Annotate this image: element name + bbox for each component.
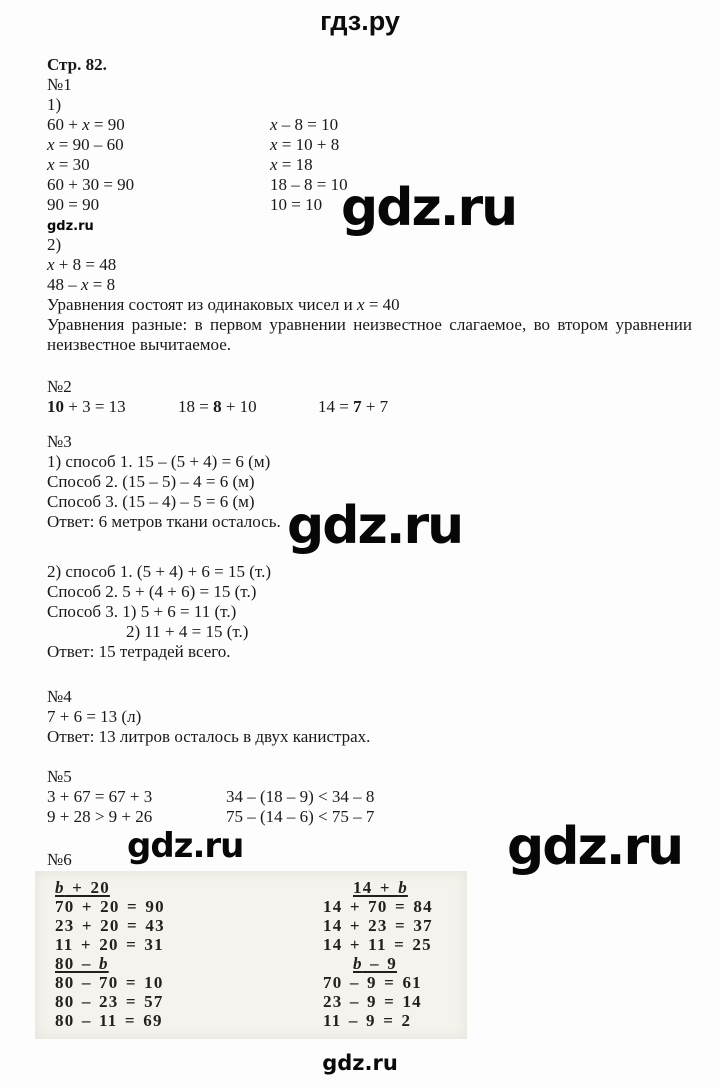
table-row: 14 + 23 = 37 [323,916,433,935]
table-row: 11 – 9 = 2 [323,1011,412,1030]
task5-label: №5 [47,767,72,786]
answer-line: Ответ: 13 литров осталось в двух канистрах. [47,727,371,746]
table-column-left [55,878,323,1030]
equation-line: 10 + 3 = 13 [47,397,126,416]
watermark-footer: gdz.ru [322,1051,398,1075]
equation-row [47,115,690,135]
table-row: 11 + 20 = 31 [55,935,164,954]
column-header [323,878,443,897]
solution-line: Способ 2. 5 + (4 + 6) = 15 (т.) [47,582,257,601]
solution-line: 2) 11 + 4 = 15 (т.) [126,622,249,641]
column-header-text: 80 – b [55,954,109,973]
equation-line: x = 90 – 60 [47,135,124,154]
task1-label: №1 [47,75,72,94]
column-header-text: 14 + b [353,878,408,897]
equation-row [47,135,690,155]
column-header-text: b + 20 [55,878,110,897]
table-row: 70 – 9 = 61 [323,973,422,992]
equation-line: 75 – (14 – 6) < 75 – 7 [226,807,375,826]
task1-conclusion: неизвестное вычитаемое. [47,335,232,354]
column-header [55,878,323,897]
watermark: gdz.ru [127,826,244,866]
equation-line: x + 8 = 48 [47,255,117,274]
equation-row [47,155,690,175]
column-header [55,954,323,973]
table-row: 14 + 70 = 84 [323,897,433,916]
equation-line: 14 = 7 + 7 [318,397,389,416]
equation-line: x – 8 = 10 [270,115,339,134]
equation-line: 48 – x = 8 [47,275,116,294]
task2-label: №2 [47,377,72,396]
solution-line: Способ 3. (15 – 4) – 5 = 6 (м) [47,492,255,511]
table-row: 80 – 23 = 57 [55,992,164,1011]
page-heading: Стр. 82. [47,55,107,74]
equation-line: 60 + x = 90 [47,115,125,134]
table-row: 23 + 20 = 43 [55,916,165,935]
table-row: 70 + 20 = 90 [55,897,165,916]
equation-line: 10 = 10 [270,195,323,214]
equation-line: 34 – (18 – 9) < 34 – 8 [226,787,375,806]
equation-row [47,787,690,807]
equation-line: x = 18 [270,155,313,174]
table-row: 80 – 11 = 69 [55,1011,163,1030]
answer-line: Ответ: 6 метров ткани осталось. [47,512,281,531]
watermark: gdz.ru [341,178,517,238]
solution-line: Способ 2. (15 – 5) – 4 = 6 (м) [47,472,255,491]
task3-label: №3 [47,432,72,451]
equation-line: x = 30 [47,155,90,174]
equation-row [47,397,690,417]
equation-line: 9 + 28 > 9 + 26 [47,807,153,826]
watermark: gdz.ru [507,817,683,877]
equation-line: 3 + 67 = 67 + 3 [47,787,153,806]
column-header-text: b – 9 [353,954,398,973]
table-row: 14 + 11 = 25 [323,935,432,954]
equation-line: 18 = 8 + 10 [178,397,257,416]
equation-line: 90 = 90 [47,195,100,214]
equation-line: 18 – 8 = 10 [270,175,348,194]
scanned-answer-table [35,871,467,1039]
solution-line: 2) способ 1. (5 + 4) + 6 = 15 (т.) [47,562,271,581]
table-column-right [323,878,443,1030]
task1-conclusion: Уравнения разные: в первом уравнении неизвестное слагаемое, во втором уравнении [47,315,692,334]
answer-line: Ответ: 15 тетрадей всего. [47,642,231,661]
solution-line: 1) способ 1. 15 – (5 + 4) = 6 (м) [47,452,271,471]
solution-line: 7 + 6 = 13 (л) [47,707,142,726]
task1-conclusion: Уравнения состоят из одинаковых чисел и x = 40 [47,295,400,314]
table-row: 23 – 9 = 14 [323,992,422,1011]
watermark: gdz.ru [287,496,463,556]
task1-part2-label: 2) [47,235,62,254]
site-title: гдз.ру [320,6,400,36]
task1-part1-label: 1) [47,95,62,114]
equation-line: 60 + 30 = 90 [47,175,135,194]
table-row: 80 – 70 = 10 [55,973,164,992]
equation-line: x = 10 + 8 [270,135,340,154]
column-header [323,954,443,973]
task6-label: №6 [47,850,72,869]
watermark-small: gdz.ru [47,219,94,234]
solution-line: Способ 3. 1) 5 + 6 = 11 (т.) [47,602,237,621]
task4-label: №4 [47,687,72,706]
